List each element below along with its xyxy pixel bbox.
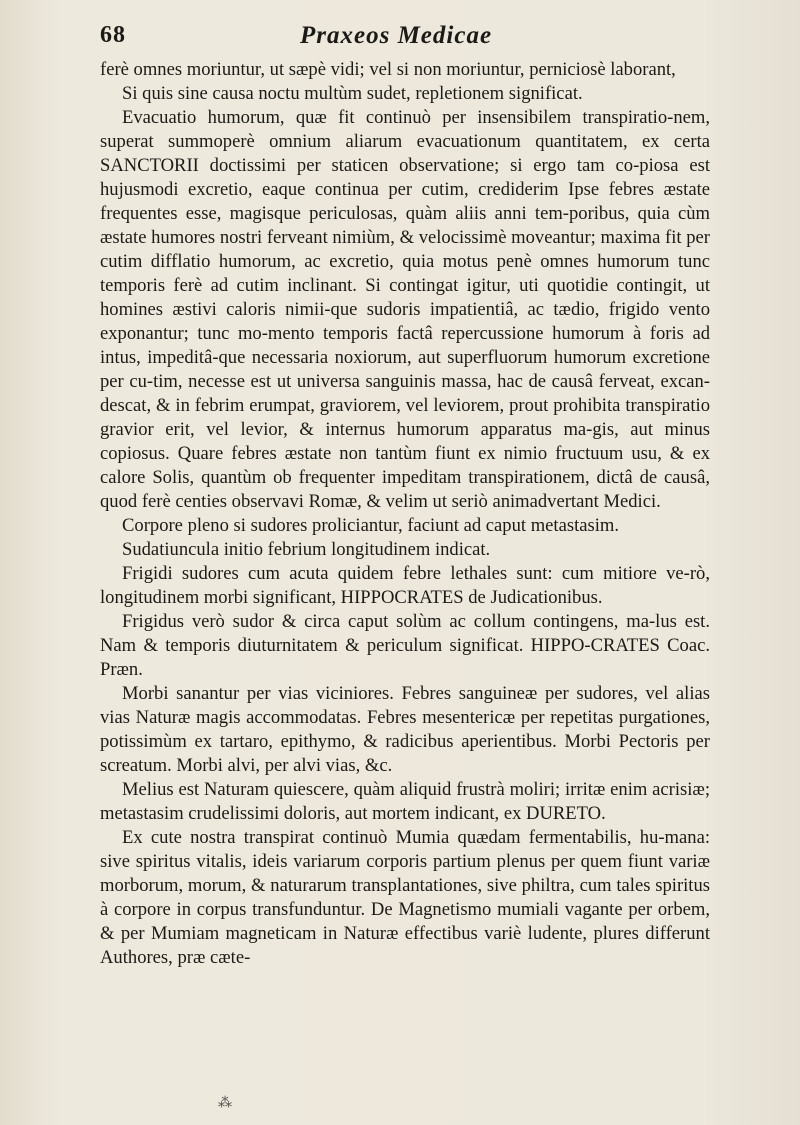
page-number: 68	[100, 22, 126, 48]
paragraph: Evacuatio humorum, quæ fit continuò per insensibilem transpiratio-nem, superat summoperè omnium aliarum evacuationum quantitatem, ex certa SANCTORII doctissimi per staticen observatione; si ergo tam co-piosa est hujusmodi excretio, eaque continua per cutim, crediderim Ipse febres æstate frequentes esse, magisque periculosas, quàm aliis anni tem-poribus, quia cùm æstate humores nostri ferveant nimiùm, & velocissimè moveantur; maxima fit per cutim difflatio humorum, ac excretio, quia motus penè omnes humorum tunc temporis ferè ad cutim inclinant. Si contingat igitur, uti quotidie contingit, ut homines æstivi caloris nimii-que sudoris impatientiâ, ac tædio, frigido vento exponantur; tunc mo-mento temporis factâ repercussione humorum à foris ad intus, impeditâ-que necessaria noxiorum, aut superfluorum humorum excretione per cu-tim, necesse est ut universa sanguinis massa, hac de causâ ferveat, excan-descat, & in febrim erumpat, graviorem, vel leviorem, prout prohibita transpiratio gravior erit, vel levior, & internus humorum apparatus ma-gis, aut minus copiosus. Quare febres æstate non tantùm fiunt ex nimio fructuum usu, & ex calore Solis, quantùm ob frequenter impeditam transpirationem, dictâ de causâ, quod ferè centies observavi Romæ, & velim ut seriò animadvertant Medici.	[100, 107, 710, 512]
paragraph: Frigidus verò sudor & circa caput solùm ac collum contingens, ma-lus est. Nam & temporis diuturnitatem & periculum significat. HIPPO-CRATES Coac. Præn.	[100, 611, 710, 680]
page-header	[100, 22, 680, 54]
paragraph: Si quis sine causa noctu multùm sudet, repletionem significat.	[122, 83, 583, 104]
paragraph: Melius est Naturam quiescere, quàm aliquid frustrà moliri; irritæ enim acrisiæ; metastasim crudelissimi doloris, aut mortem indicant, ex DURETO.	[100, 779, 710, 824]
paragraph: Morbi sanantur per vias viciniores. Febres sanguineæ per sudores, vel alias vias Naturæ magis accommodatas. Febres mesentericæ per repetitas purgationes, potissimùm ex tartaro, epithymo, & radicibus aperientibus. Morbi Pectoris per screatum. Morbi alvi, per alvi vias, &c.	[100, 683, 710, 776]
paragraph: Corpore pleno si sudores proliciantur, faciunt ad caput metastasim.	[122, 515, 620, 536]
paragraph: Sudatiuncula initio febrium longitudinem indicat.	[122, 539, 491, 560]
footer-ornament: ⁂	[218, 1096, 232, 1111]
body-text	[100, 58, 710, 970]
paragraph: ferè omnes moriuntur, ut sæpè vidi; vel si non moriuntur, perniciosè laborant,	[100, 59, 676, 80]
paragraph: Frigidi sudores cum acuta quidem febre lethales sunt: cum mitiore ve-rò, longitudinem morbi significant, HIPPOCRATES de Judicationibus.	[100, 563, 710, 608]
paragraph: Ex cute nostra transpirat continuò Mumia quædam fermentabilis, hu-mana: sive spiritus vitalis, ideis variarum corporis partium plenus per quem fiunt variæ morborum, morum, & naturarum transplantationes, sive philtra, cum tales spiritus à corpore in corpus transfunduntur. De Magnetismo mumiali vagante per orbem, & per Mumiam magneticam in Naturæ effectibus variè ludente, plures differunt Authores, præ cæte-	[100, 827, 710, 968]
running-title: Praxeos Medicae	[300, 22, 493, 49]
